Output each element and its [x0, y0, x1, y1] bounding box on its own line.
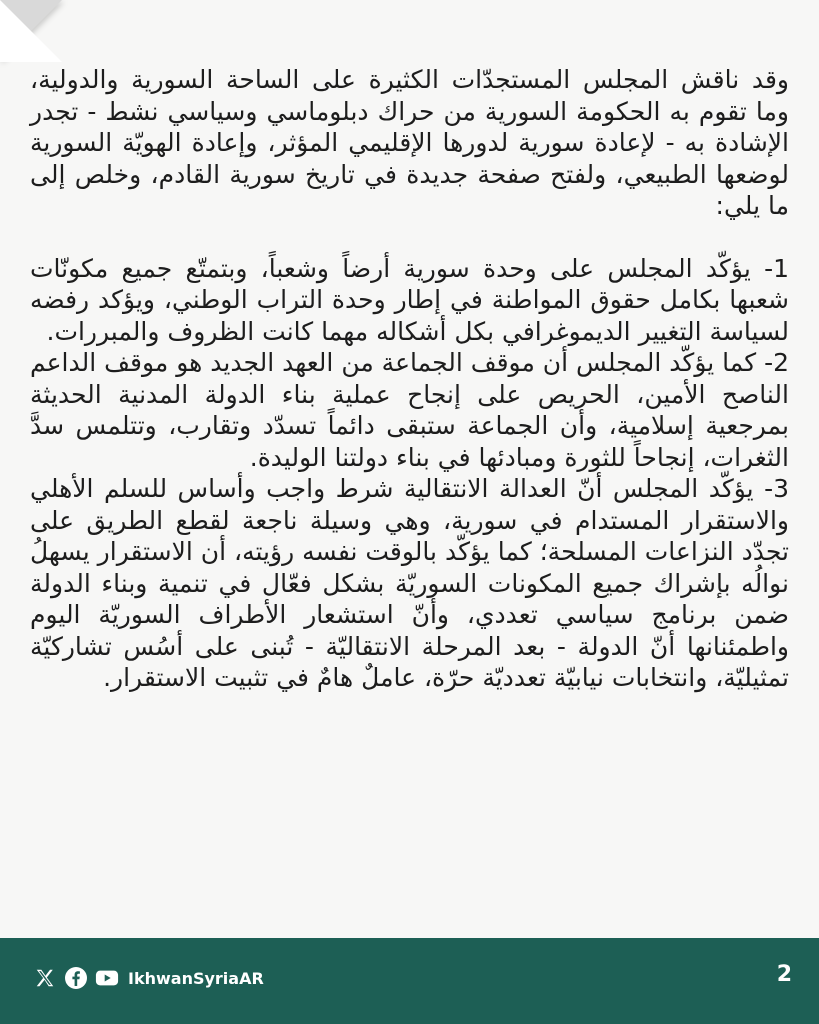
- youtube-icon[interactable]: [95, 966, 119, 990]
- social-handle[interactable]: IkhwanSyriaAR: [128, 968, 264, 988]
- social-links: [33, 966, 264, 990]
- page-number: 2: [776, 962, 792, 987]
- paragraph-gap: [30, 222, 789, 253]
- intro-paragraph: وقد ناقش المجلس المستجدّات الكثيرة على الساحة السورية والدولية، وما تقوم به الحكومة السورية من حراك دبلوماسي وسياسي نشط - تجدر الإشادة به - لإعادة سورية لدورها الإقليمي المؤثر، وإعادة الهويّة السورية لوضعها الطبيعي، ولفتح صفحة جديدة في تاريخ سورية القادم، وخلص إلى ما يلي:: [30, 65, 789, 220]
- facebook-icon[interactable]: [64, 966, 88, 990]
- point-3: 3- يؤكّد المجلس أنّ العدالة الانتقالية شرط واجب وأساس للسلم الأهلي والاستقرار المستدام في سورية، وهي وسيلة ناجعة لقطع الطريق على تجدّد النزاعات المسلحة؛ كما يؤكّد بالوقت نفسه رؤيته، أن الاستقرار يسهلُ نوالُه بإشراك جميع المكونات السوريّة بشكل فعّال في تنمية وبناء الدولة ضمن برنامج سياسي تعددي، وأنّ استشعار الأطراف السوريّة اليوم واطمئنانها أنّ الدولة - بعد المرحلة الانتقاليّة - تُبنى على أسُس تشاركيّة تمثيليّة، وانتخابات نيابيّة تعدديّة حرّة، عاملٌ هامٌ في تثبيت الاستقرار.: [30, 474, 789, 692]
- point-2: 2- كما يؤكّد المجلس أن موقف الجماعة من العهد الجديد هو موقف الداعم الناصح الأمين، الحريص على إنجاح عملية بناء الدولة المدنية الحديثة بمرجعية إسلامية، وأن الجماعة ستبقى دائماً تسدّد وتقارب، وتتلمس سدَّ الثغرات، إنجاحاً للثورة ومبادئها في بناء دولتنا الوليدة.: [29, 348, 789, 472]
- x-icon[interactable]: [33, 966, 57, 990]
- footer-bar: [0, 938, 819, 1024]
- page-curl-back: [0, 0, 62, 62]
- document-body: [30, 64, 789, 694]
- point-1: 1- يؤكّد المجلس على وحدة سورية أرضاً وشعباً، وبتمتّع جميع مكونّات شعبها بكامل حقوق المواطنة في إطار وحدة التراب الوطني، ويؤكد رفضه لسياسة التغيير الديموغرافي بكل أشكاله مهما كانت الظروف والمبررات.: [30, 253, 789, 346]
